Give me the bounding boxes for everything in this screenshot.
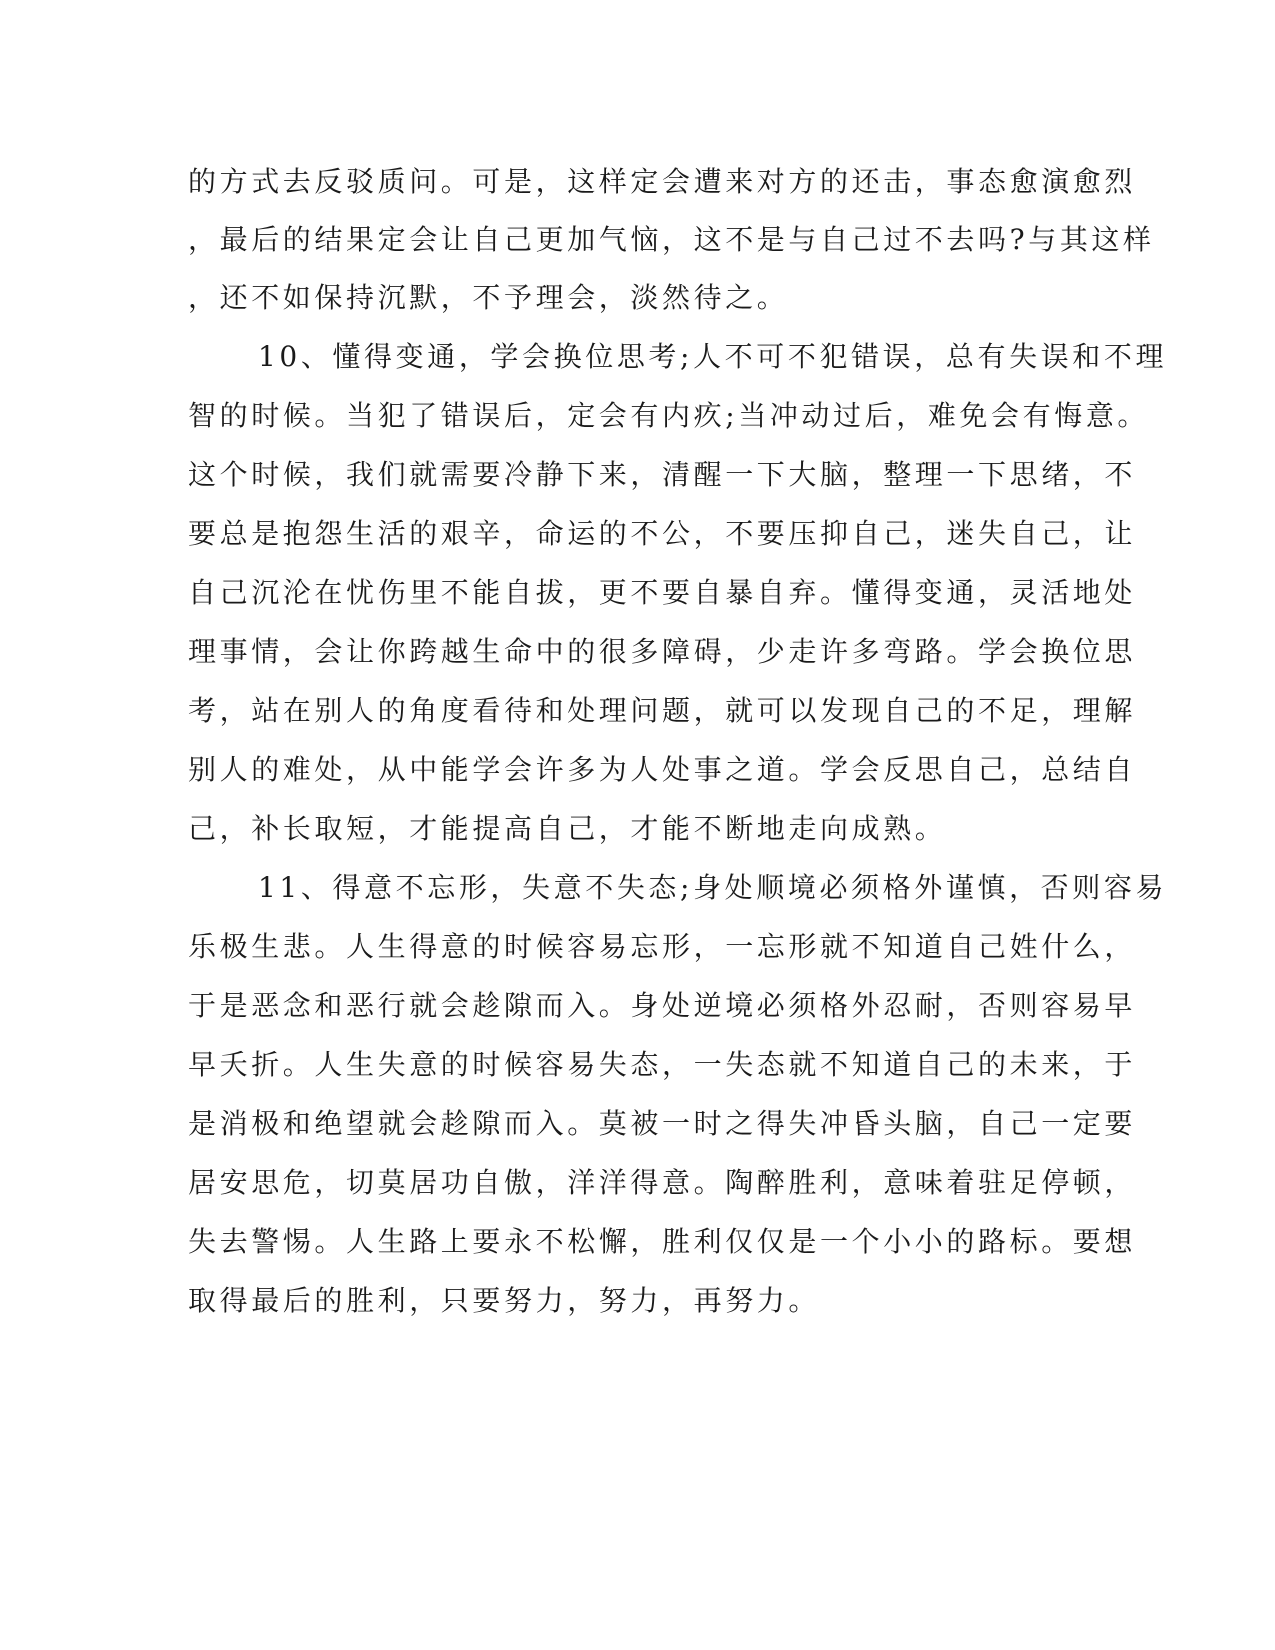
paragraph-10-first-line: 10、懂得变通，学会换位思考;人不可不犯错误，总有失误和不理 (258, 340, 1168, 373)
text-line: 智的时候。当犯了错误后，定会有内疚;当冲动过后，难免会有悔意。 (188, 399, 1150, 432)
paragraph-11-first-line: 11、得意不忘形，失意不失态;身处顺境必须格外谨慎，否则容易 (258, 871, 1168, 904)
text-line: 取得最后的胜利，只要努力，努力，再努力。 (188, 1284, 821, 1317)
text-line: 自己沉沦在忧伤里不能自拔，更不要自暴自弃。懂得变通，灵活地处 (188, 576, 1137, 609)
text-line: 居安思危，切莫居功自傲，洋洋得意。陶醉胜利，意味着驻足停顿， (188, 1166, 1137, 1199)
text-line: 别人的难处，从中能学会许多为人处事之道。学会反思自己，总结自 (188, 753, 1137, 786)
text-line: 理事情，会让你跨越生命中的很多障碍，少走许多弯路。学会换位思 (188, 635, 1137, 668)
text-line: 早夭折。人生失意的时候容易失态，一失态就不知道自己的未来，于 (188, 1048, 1137, 1081)
text-line: ，还不如保持沉默，不予理会，淡然待之。 (188, 281, 789, 314)
text-line: 己，补长取短，才能提高自己，才能不断地走向成熟。 (188, 812, 947, 845)
text-line: ，最后的结果定会让自己更加气恼，这不是与自己过不去吗?与其这样 (188, 223, 1155, 256)
text-line: 考，站在别人的角度看待和处理问题，就可以发现自己的不足，理解 (188, 694, 1137, 727)
text-line: 的方式去反驳质问。可是，这样定会遭来对方的还击，事态愈演愈烈 (188, 165, 1137, 198)
text-line: 是消极和绝望就会趁隙而入。莫被一时之得失冲昏头脑，自己一定要 (188, 1107, 1137, 1140)
text-line: 乐极生悲。人生得意的时候容易忘形，一忘形就不知道自己姓什么， (188, 930, 1137, 963)
text-line: 这个时候，我们就需要冷静下来，清醒一下大脑，整理一下思绪，不 (188, 458, 1137, 491)
text-line: 于是恶念和恶行就会趁隙而入。身处逆境必须格外忍耐，否则容易早 (188, 989, 1137, 1022)
text-line: 失去警惕。人生路上要永不松懈，胜利仅仅是一个小小的路标。要想 (188, 1225, 1137, 1258)
text-line: 要总是抱怨生活的艰辛，命运的不公，不要压抑自己，迷失自己，让 (188, 517, 1137, 550)
